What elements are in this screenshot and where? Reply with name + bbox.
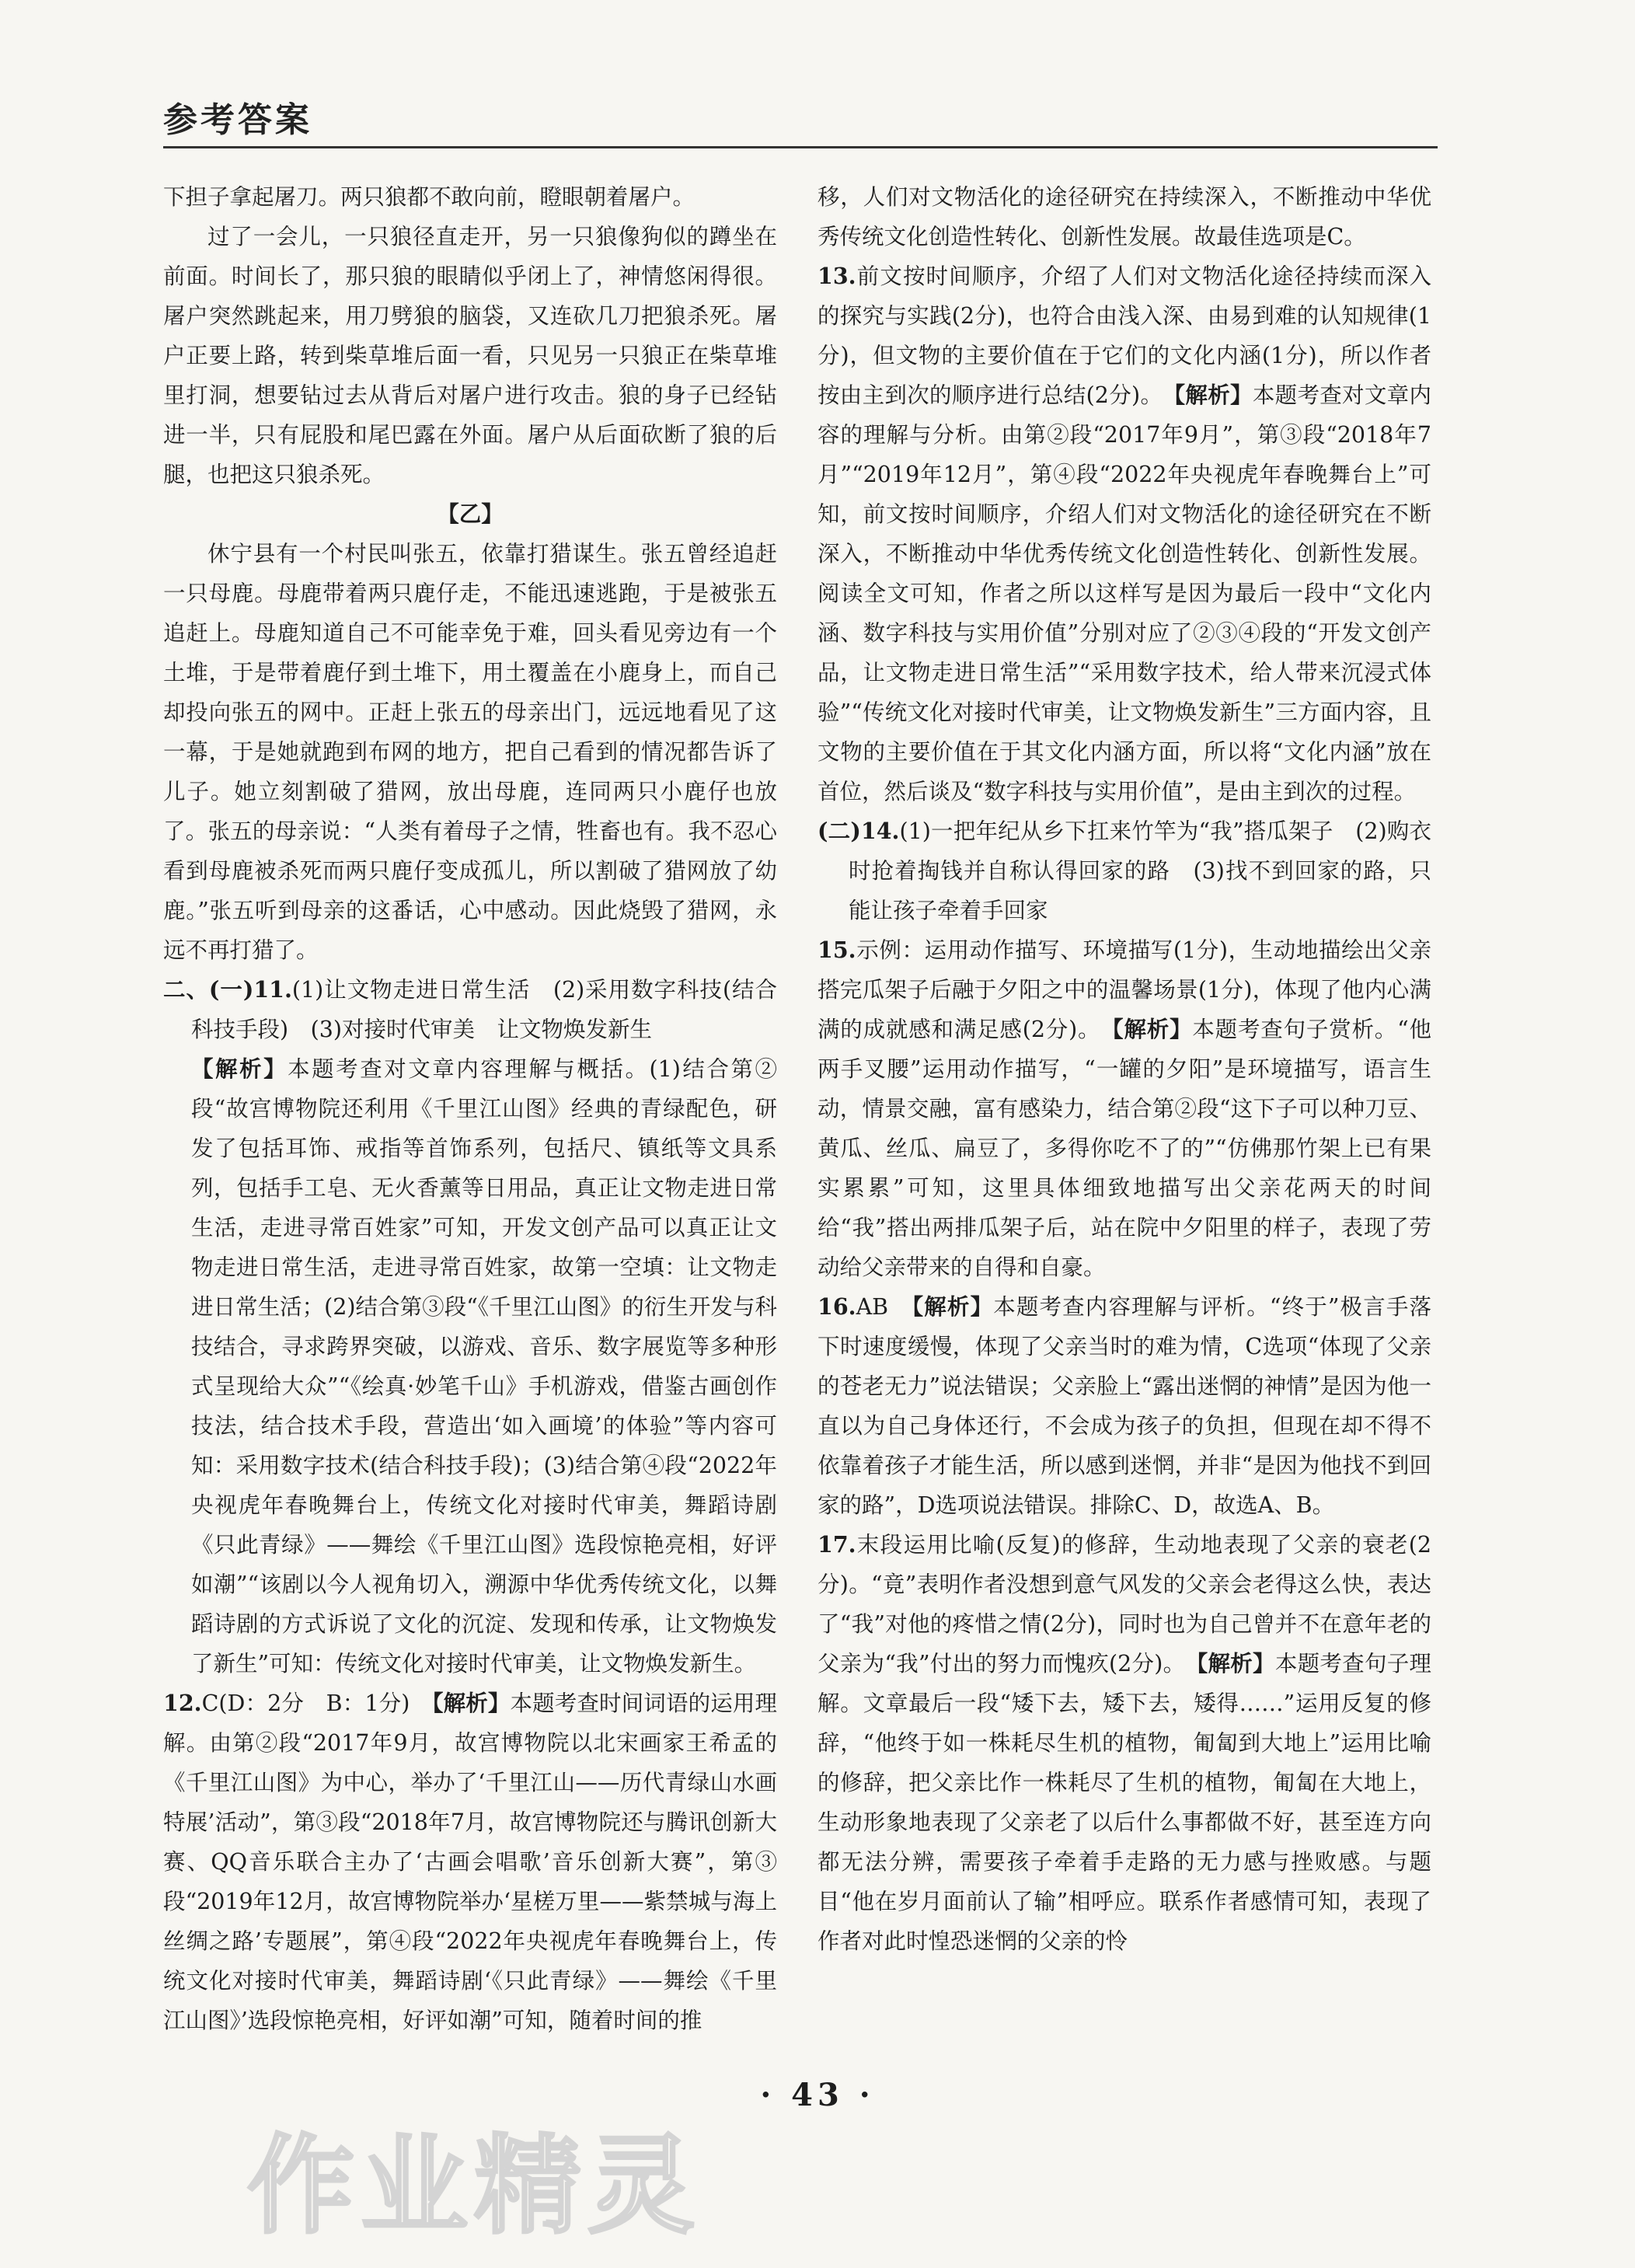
answer-q17 <box>818 1525 1431 1961</box>
right-column <box>818 177 1431 1961</box>
section-heading-yi: 【乙】 <box>437 501 504 527</box>
paragraph-left-1: 下担子拿起屠刀。两只狼都不敢向前，瞪眼朝着屠户。 <box>163 184 695 210</box>
header-divider <box>163 146 1438 148</box>
analysis-text-12: 本题考查时间词语的运用理解。由第②段“2017年9月，故宫博物院以北宋画家王希孟的《千里江山图》为中心，举办了‘千里江山——历代青绿山水画特展’活动”，第③段“2018年7月，故宫博物院还与腾讯创新大赛、QQ音乐联合主办了‘古画会唱歌’音乐创新大赛”，第③段“2019年12月，故宫博物院举办‘星槎万里——紫禁城与海上丝绸之路’专题展”，第④段“2022年央视虎年春晚舞台上，传统文化对接时代审美，舞蹈诗剧‘《只此青绿》——舞绘《千里江山图》’选段惊艳亮相，好评如潮”可知，随着时间的推 <box>163 1691 777 2033</box>
answer-q11 <box>163 970 777 1049</box>
answer-text-14: (1)一把年纪从乡下扛来竹竿为“我”搭瓜架子 (2)购衣时抢着掏钱并自称认得回家的路 (3)找不到回家的路，只能让孩子牵着手回家 <box>849 818 1431 923</box>
analysis-tag-15: 【解析】 <box>1112 1016 1193 1042</box>
analysis-text-15: 本题考查句子赏析。“他两手叉腰”运用动作描写，“一罐的夕阳”是环境描写，语言生动，情景交融，富有感染力，结合第②段“这下子可以种刀豆、黄瓜、丝瓜、扁豆了，多得你吃不了的”“仿佛那竹架上已有果实累累”可知，这里具体细致地描写出父亲花两天的时间给“我”搭出两排瓜架子后，站在院中夕阳里的样子，表现了劳动给父亲带来的自得和自豪。 <box>818 1017 1431 1280</box>
answer-q15 <box>818 930 1431 1287</box>
analysis-tag-17: 【解析】 <box>1196 1650 1275 1677</box>
question-number-13: 13. <box>818 263 856 289</box>
analysis-text-17: 本题考查句子理解。文章最后一段“矮下去，矮下去，矮得……”运用反复的修辞，“他终于如一株耗尽生机的植物，匍匐到大地上”运用比喻的修辞，把父亲比作一株耗尽了生机的植物，匍匐在大地上，生动形象地表现了父亲老了以后什么事都做不好，甚至连方向都无法分辨，需要孩子牵着手走路的无力感与挫败感。与题目“他在岁月面前认了输”相呼应。联系作者感情可知，表现了作者对此时惶恐迷惘的父亲的怜 <box>818 1651 1431 1954</box>
question-number-12: 12. <box>163 1690 202 1716</box>
answer-text-11: (1)让文物走进日常生活 (2)采用数字科技(结合科技手段) (3)对接时代审美 让文物焕发新生 <box>191 977 777 1042</box>
question-number-16: 16. <box>818 1293 856 1320</box>
question-number-11: 二、(一)11. <box>163 976 292 1003</box>
analysis-tag-11: 【解析】 <box>191 1055 288 1082</box>
watermark-logo: 作业精灵 <box>247 2123 702 2249</box>
paragraph-right-1: 移，人们对文物活化的途径研究在持续深入，不断推动中华优秀传统文化创造性转化、创新性发展。故最佳选项是C。 <box>818 184 1431 249</box>
analysis-tag-13: 【解析】 <box>1173 382 1253 408</box>
analysis-tag-16: 【解析】 <box>912 1293 994 1320</box>
question-number-17: 17. <box>818 1531 856 1558</box>
answer-q13 <box>818 256 1431 811</box>
answer-q14 <box>818 811 1431 930</box>
analysis-text-13: 本题考查对文章内容的理解与分析。由第②段“2017年9月”，第③段“2018年7月”“2019年12月”，第④段“2022年央视虎年春晚舞台上”可知，前文按时间顺序，介绍人们对文物活化的途径研究在不断深入，不断推动中华优秀传统文化创造性转化、创新性发展。阅读全文可知，作者之所以这样写是因为最后一段中“文化内涵、数字科技与实用价值”分别对应了②③④段的“开发文创产品，让文物走进日常生活”“采用数字技术，给人带来沉浸式体验”“传统文化对接时代审美，让文物焕发新生”三方面内容，且文物的主要价值在于其文化内涵方面，所以将“文化内涵”放在首位，然后谈及“数字科技与实用价值”，是由主到次的过程。 <box>818 382 1431 804</box>
answer-q16 <box>818 1287 1431 1525</box>
page-number: · 43 · <box>760 2077 875 2113</box>
analysis-text-16: 本题考查内容理解与评析。“终于”极言手落下时速度缓慢，体现了父亲当时的难为情，C选项“体现了父亲的苍老无力”说法错误；父亲脸上“露出迷惘的神情”是因为他一直以为自己身体还行，不会成为孩子的负担，但现在却不得不依靠着孩子才能生活，所以感到迷惘，并非“是因为他找不到回家的路”，D选项说法错误。排除C、D，故选A、B。 <box>818 1294 1431 1518</box>
paragraph-left-3: 休宁县有一个村民叫张五，依靠打猎谋生。张五曾经追赶一只母鹿。母鹿带着两只鹿仔走，不能迅速逃跑，于是被张五追赶上。母鹿知道自己不可能幸免于难，回头看见旁边有一个土堆，于是带着鹿仔到土堆下，用土覆盖在小鹿身上，而自己却投向张五的网中。正赶上张五的母亲出门，远远地看见了这一幕，于是她就跑到布网的地方，把自己看到的情况都告诉了儿子。她立刻割破了猎网，放出母鹿，连同两只小鹿仔也放了。张五的母亲说：“人类有着母子之情，牲畜也有。我不忍心看到母鹿被杀死而两只鹿仔变成孤儿，所以割破了猎网放了幼鹿。”张五听到母亲的这番话，心中感动。因此烧毁了猎网，永远不再打猎了。 <box>163 541 777 963</box>
answer-text-17: 末段运用比喻(反复)的修辞，生动地表现了父亲的衰老(2分)。“竟”表明作者没想到意气风发的父亲会老得这么快，表达了“我”对他的疼惜之情(2分)，同时也为自己曾并不在意年老的父亲为“我”付出的努力而愧疚(2分)。 <box>818 1532 1431 1677</box>
left-column <box>163 177 777 2040</box>
answer-text-13: 前文按时间顺序，介绍了人们对文物活化途径持续而深入的探究与实践(2分)，也符合由浅入深、由易到难的认知规律(1分)，但文物的主要价值在于它们的文化内涵(1分)，所以作者按由主到次的顺序进行总结(2分)。 <box>818 263 1431 408</box>
answer-text-15: 示例：运用动作描写、环境描写(1分)，生动地描绘出父亲搭完瓜架子后融于夕阳之中的温馨场景(1分)，体现了他内心满满的成就感和满足感(2分)。 <box>818 937 1431 1042</box>
paragraph-left-2: 过了一会儿，一只狼径直走开，另一只狼像狗似的蹲坐在前面。时间长了，那只狼的眼睛似乎闭上了，神情悠闲得很。屠户突然跳起来，用刀劈狼的脑袋，又连砍几刀把狼杀死。屠户正要上路，转到柴草堆后面一看，只见另一只狼正在柴草堆里打洞，想要钻过去从背后对屠户进行攻击。狼的身子已经钻进一半，只有屁股和尾巴露在外面。屠户从后面砍断了狼的后腿，也把这只狼杀死。 <box>163 224 777 487</box>
analysis-q11 <box>163 1049 777 1684</box>
answer-q12 <box>163 1684 777 2040</box>
question-number-14: (二)14. <box>818 818 900 844</box>
analysis-text-11: 本题考查对文章内容理解与概括。(1)结合第②段“故宫博物院还利用《千里江山图》经典的青绿配色，研发了包括耳饰、戒指等首饰系列，包括尺、镇纸等文具系列，包括手工皂、无火香薰等日用品，真正让文物走进日常生活，走进寻常百姓家”可知，开发文创产品可以真正让文物走进日常生活，走进寻常百姓家，故第一空填：让文物走进日常生活；(2)结合第③段“《千里江山图》的衍生开发与科技结合，寻求跨界突破，以游戏、音乐、数字展览等多种形式呈现给大众”“《绘真·妙笔千山》手机游戏，借鉴古画创作技法，结合技术手段，营造出‘如入画境’的体验”等内容可知：采用数字技术(结合科技手段)；(3)结合第④段“2022年央视虎年春晚舞台上，传统文化对接时代审美，舞蹈诗剧《只此青绿》——舞绘《千里江山图》选段惊艳亮相，好评如潮”“该剧以今人视角切入，溯源中华优秀传统文化，以舞蹈诗剧的方式诉说了文化的沉淀、发现和传承，让文物焕发了新生”可知：传统文化对接时代审美，让文物焕发新生。 <box>191 1056 777 1677</box>
answer-text-16: AB <box>856 1294 889 1320</box>
question-number-15: 15. <box>818 937 856 963</box>
analysis-tag-12: 【解析】 <box>432 1690 511 1716</box>
page-header-title: 参考答案 <box>163 100 312 140</box>
answer-text-12: C(D：2分 B：1分) <box>201 1691 410 1716</box>
